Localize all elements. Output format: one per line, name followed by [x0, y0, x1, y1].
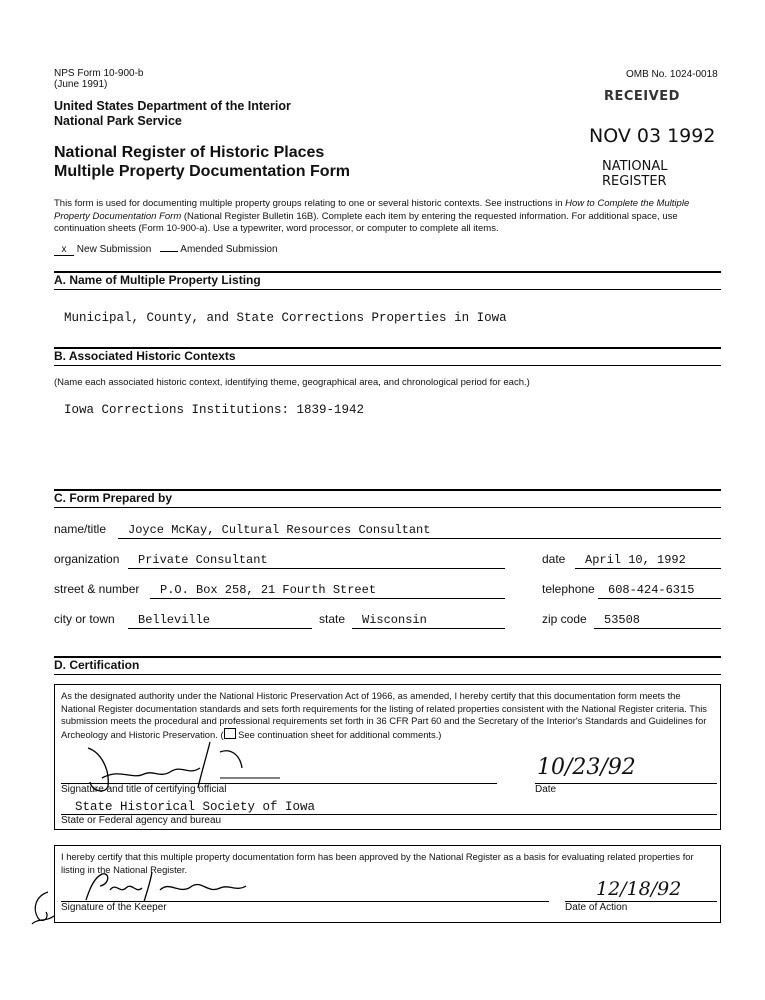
continuation-checkbox[interactable]: [224, 728, 236, 739]
street-field[interactable]: P.O. Box 258, 21 Fourth Street: [150, 583, 505, 599]
stamp-national: NATIONAL: [602, 159, 668, 174]
certification-date[interactable]: 10/23/92: [537, 755, 636, 780]
section-b-instructions: (Name each associated historic context, identifying theme, geographical area, and chronological period for each.): [54, 377, 530, 388]
section-d-top-rule: [54, 656, 721, 658]
received-stamp: RECEIVED: [604, 89, 680, 104]
section-d-bottom-rule: [54, 674, 721, 675]
street-label: street & number: [54, 582, 140, 596]
date-line-label: Date: [535, 784, 557, 795]
section-d-heading: D. Certification: [54, 658, 140, 672]
date-label: date: [542, 552, 566, 566]
state-label: state: [319, 612, 346, 626]
organization-field[interactable]: Private Consultant: [128, 553, 505, 569]
zip-label: zip code: [542, 612, 587, 626]
action-date-label: Date of Action: [565, 902, 628, 913]
section-b-bottom-rule: [54, 365, 721, 366]
intro-paragraph: This form is used for documenting multiple property groups relating to one or several historic contexts. See instructions in How to Complete the Multiple Property Documentation Form (National Register Bulletin 16B). Complete each item by entering the requested information. For additional space, use continuation sheets (Form 10-900-a). Use a typewriter, word processor, or computer to complete all items.: [54, 198, 690, 234]
submission-type: [54, 244, 278, 256]
stamp-register: REGISTER: [602, 174, 667, 189]
property-listing-name[interactable]: Municipal, County, and State Corrections Properties in Iowa: [64, 311, 507, 325]
amended-submission-mark[interactable]: [160, 251, 178, 252]
keeper-signature: [80, 870, 260, 904]
form-title-line2: Multiple Property Documentation Form: [54, 163, 351, 180]
signature-label: Signature and title of certifying official: [61, 784, 227, 795]
name-title-label: name/title: [54, 522, 107, 536]
city-field[interactable]: Belleville: [128, 613, 312, 629]
keeper-text: I hereby certify that this multiple property documentation form has been approved by the National Register as a basis for evaluating related properties for listing in the National Register.: [61, 851, 694, 875]
form-number: NPS Form 10-900-b: [54, 68, 144, 79]
zip-field[interactable]: 53508: [594, 613, 721, 629]
action-date[interactable]: 12/18/92: [596, 878, 682, 900]
city-label: city or town: [54, 612, 115, 626]
section-b-heading: B. Associated Historic Contexts: [54, 349, 236, 363]
stamp-date: NOV 03 1992: [589, 125, 716, 147]
section-a-bottom-rule: [54, 289, 721, 290]
state-field[interactable]: Wisconsin: [352, 613, 505, 629]
form-title-line1: National Register of Historic Places: [54, 144, 325, 161]
amended-submission-label: Amended Submission: [180, 244, 278, 255]
section-c-heading: C. Form Prepared by: [54, 491, 173, 505]
section-a-heading: A. Name of Multiple Property Listing: [54, 273, 261, 287]
organization-label: organization: [54, 552, 120, 566]
name-title-field[interactable]: Joyce McKay, Cultural Resources Consultant: [118, 523, 721, 539]
historic-context[interactable]: Iowa Corrections Institutions: 1839-1942: [64, 403, 365, 417]
certification-text: As the designated authority under the National Historic Preservation Act of 1966, as amended, I hereby certify that this documentation form meets the National Register documentation standards and sets forth requirements for the listing of related properties consistent with the National Register criteria. This submission meets the procedural and professional requirements set forth in 36 CFR Part 60 and the Secretary of the Interior's Standards and Guidelines for Archeology and Historic Preservation. ( See continuation sheet for additional comments.): [61, 690, 707, 740]
new-submission-label: New Submission: [76, 244, 152, 255]
margin-handwritten-mark: [28, 888, 58, 928]
new-submission-mark[interactable]: x: [54, 244, 74, 256]
telephone-label: telephone: [542, 582, 595, 596]
service-name: National Park Service: [54, 114, 182, 128]
keeper-signature-label: Signature of the Keeper: [61, 902, 167, 913]
form-date: (June 1991): [54, 79, 108, 90]
agency-value[interactable]: State Historical Society of Iowa: [75, 800, 316, 814]
date-field[interactable]: April 10, 1992: [575, 553, 721, 569]
omb-number: OMB No. 1024-0018: [626, 69, 718, 80]
date-line: [535, 783, 717, 784]
telephone-field[interactable]: 608-424-6315: [598, 583, 721, 599]
agency-label: State or Federal agency and bureau: [61, 815, 222, 826]
section-c-bottom-rule: [54, 507, 721, 508]
department-name: United States Department of the Interior: [54, 99, 291, 113]
